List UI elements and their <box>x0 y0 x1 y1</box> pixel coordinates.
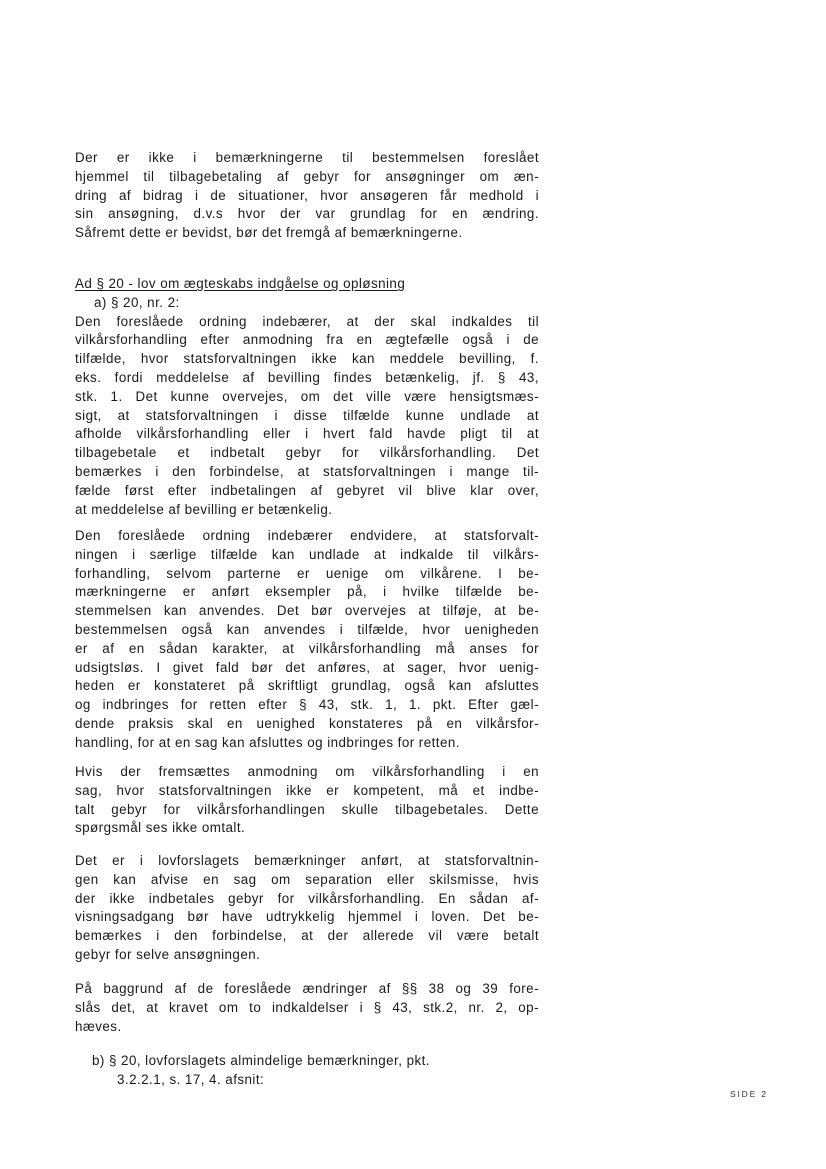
text-line: gebyr for selve ansøgningen. <box>75 946 261 962</box>
text-line: spørgsmål ses ikke omtalt. <box>75 820 246 836</box>
text-line: bestemmelsen også kan anvendes i tilfælde, hvor uenigheden <box>75 621 539 637</box>
text-line: Hvis der fremsættes anmodning om vilkårsforhandling i en <box>75 764 539 779</box>
item-b <box>75 1052 539 1090</box>
paragraph-5 <box>75 852 539 965</box>
page-number: SIDE 2 <box>730 1089 768 1099</box>
text-line: der ikke indbetales gebyr for vilkårsforhandling. En sådan af- <box>75 890 539 906</box>
text-line: forhandling, selvom parterne er uenige om vilkårene. I be- <box>75 565 539 581</box>
text-line: sin ansøgning, d.v.s hvor der var grundlag for en ændring. <box>75 206 539 222</box>
text-line: sag, hvor statsforvaltningen ikke er kompetent, må et indbe- <box>75 782 539 798</box>
text-line: tilfælde, hvor statsforvaltningen ikke kan meddele bevilling, f. <box>75 351 539 367</box>
item-a-label: a) § 20, nr. 2: <box>94 294 180 310</box>
text-line: sigt, at statsforvaltningen i disse tilfælde kunne undlade at <box>75 407 539 423</box>
text-line: Det er i lovforslagets bemærkninger anført, at statsforvaltnin- <box>75 853 539 868</box>
text-line: eks. fordi meddelelse af bevilling findes betænkelig, jf. § 43, <box>75 369 539 385</box>
section-heading: Ad § 20 - lov om ægteskabs indgåelse og opløsning <box>75 276 406 291</box>
item-b-continuation: 3.2.2.1, s. 17, 4. afsnit: <box>117 1071 265 1087</box>
text-line: vilkårsforhandling efter anmodning fra en ægtefælle også i de <box>75 332 539 348</box>
text-line: På baggrund af de foreslåede ændringer af §§ 38 og 39 fore- <box>75 981 539 996</box>
text-line: bemærkes i den forbindelse, at der allerede vil være betalt <box>75 928 539 944</box>
text-line: hjemmel til tilbagebetaling af gebyr for ansøgninger om æn- <box>75 168 539 184</box>
text-line: mærkningerne er anført eksempler på, i hvilke tilfælde be- <box>75 584 539 600</box>
text-line: heden er konstateret på skriftligt grundlag, også kan afsluttes <box>75 678 539 694</box>
text-line: afholde vilkårsforhandling eller i hvert fald havde pligt til at <box>75 426 539 442</box>
text-line: hæves. <box>75 1018 122 1034</box>
paragraph-4 <box>75 763 539 838</box>
text-line: slås det, at kravet om to indkaldelser i § 43, stk.2, nr. 2, op- <box>75 999 539 1015</box>
text-line: er af en sådan karakter, at vilkårsforhandling må anses for <box>75 640 539 656</box>
paragraph-1 <box>75 149 539 243</box>
text-line: bemærkes i den forbindelse, at statsforvaltningen i mange til- <box>75 463 539 479</box>
paragraph-6 <box>75 980 539 1036</box>
text-line: og indbringes for retten efter § 43, stk. 1, 1. pkt. Efter gæl- <box>75 697 539 713</box>
text-line: handling, for at en sag kan afsluttes og indbringes for retten. <box>75 734 460 750</box>
text-line: stk. 1. Det kunne overvejes, om det ville være hensigtsmæs- <box>75 388 539 404</box>
text-line: gen kan afvise en sag om separation eller skilsmisse, hvis <box>75 871 539 887</box>
text-line: visningsadgang bør have udtrykkelig hjemmel i loven. Det be- <box>75 909 539 925</box>
section-20 <box>75 275 539 519</box>
text-line: ningen i særlige tilfælde kan undlade at indkalde til vilkårs- <box>75 546 539 562</box>
text-line: Der er ikke i bemærkningerne til bestemmelsen foreslået <box>75 150 539 165</box>
paragraph-3 <box>75 527 539 753</box>
text-line: Såfremt dette er bevidst, bør det fremgå af bemærkningerne. <box>75 225 463 241</box>
text-line: udsigtsløs. I givet fald bør det anføres, at sager, hvor uenig- <box>75 659 539 675</box>
item-b-label: b) § 20, lovforslagets almindelige bemærkninger, pkt. <box>92 1053 430 1068</box>
text-line: at meddelelse af bevilling er betænkelig. <box>75 501 333 517</box>
text-line: stemmelsen kan anvendes. Det bør overvejes at tilføje, at be- <box>75 603 539 619</box>
text-line: dende praksis skal en uenighed konstateres på en vilkårsfor- <box>75 715 539 731</box>
text-line: tilbagebetale et indbetalt gebyr for vilkårsforhandling. Det <box>75 445 539 461</box>
text-line: dring af bidrag i de situationer, hvor ansøgeren får medhold i <box>75 187 539 203</box>
text-line: Den foreslåede ordning indebærer endvidere, at statsforvalt- <box>75 528 539 543</box>
text-line: Den foreslåede ordning indebærer, at der skal indkaldes til <box>75 313 539 329</box>
text-line: talt gebyr for vilkårsforhandlingen skulle tilbagebetales. Dette <box>75 801 539 817</box>
text-line: fælde først efter indbetalingen af gebyret vil blive klar over, <box>75 482 539 498</box>
